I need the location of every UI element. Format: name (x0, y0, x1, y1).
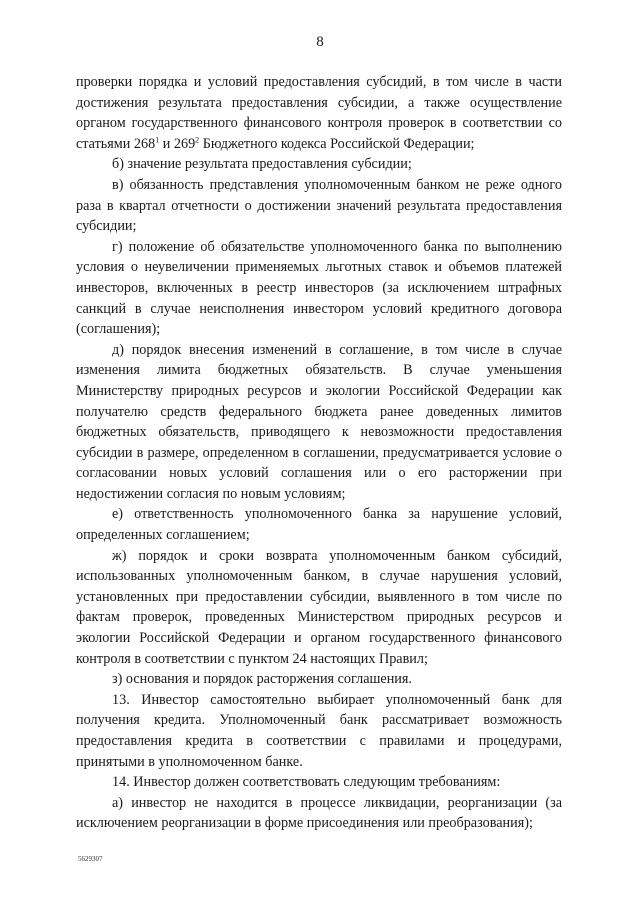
paragraph-continuation (76, 72, 562, 154)
paragraph-b: б) значение результата предоставления субсидии; (112, 156, 412, 173)
paragraph-14: 14. Инвестор должен соответствовать следующим требованиям: (112, 774, 501, 791)
paragraph-z: з) основания и порядок расторжения соглашения. (112, 671, 412, 688)
superscript-1: 1 (155, 135, 160, 145)
page-number: 8 (316, 34, 324, 50)
paragraph-e: е) ответственность уполномоченного банка за нарушение условий, определенных соглашением; (76, 506, 562, 544)
paragraph-13: 13. Инвестор самостоятельно выбирает уполномоченный банк для получения кредита. Уполномоченный банк рассматривает возможность предоставления кредита в соответствии с правилами и процедурами, принятыми в уполномоченном банке. (76, 691, 562, 770)
superscript-2: 2 (195, 135, 200, 145)
document-code: 5629307 (78, 855, 103, 863)
paragraph-text: и 269 (159, 135, 196, 152)
paragraph-text: проверки порядка и условий предоставления субсидий, в том числе в части достижения результата предоставления субсидии, а также осуществление органом государственного финансового контроля проверок в соответствии со статьями 268 (76, 74, 562, 152)
paragraph-text: Бюджетного кодекса Российской Федерации; (199, 135, 475, 152)
paragraph-d: д) порядок внесения изменений в соглашение, в том числе в случае изменения лимита бюджетных обязательств. В случае уменьшения Министерству природных ресурсов и экологии Российской Федерации как получателю средств федерального бюджета ранее доведенных лимитов бюджетных обязательств, приводящего к невозможности предоставления субсидии в размере, определенном в соглашении, предусматривается условие о согласовании новых условий соглашения или о его расторжении при недостижении согласия по новым условиям; (76, 341, 562, 502)
paragraph-v: в) обязанность представления уполномоченным банком не реже одного раза в квартал отчетности о достижении значений результата предоставления субсидии; (76, 176, 562, 235)
document-body (76, 72, 562, 834)
paragraph-zh: ж) порядок и сроки возврата уполномоченным банком субсидий, использованных уполномоченным банком, в случае нарушения условий, установленных при предоставлении субсидии, выявленного в том числе по фактам проверок, проведенных Министерством природных ресурсов и экологии Российской Федерации и органом государственного финансового контроля в соответствии с пунктом 24 настоящих Правил; (76, 547, 562, 667)
paragraph-14-a: а) инвестор не находится в процессе ликвидации, реорганизации (за исключением реорганизации в форме присоединения или преобразования); (76, 794, 562, 832)
paragraph-g: г) положение об обязательстве уполномоченного банка по выполнению условия о неувеличении применяемых льготных ставок и объемов платежей инвесторов, включенных в реестр инвесторов (за исключением штрафных санкций в случае неисполнения инвестором условий кредитного договора (соглашения); (76, 238, 562, 338)
